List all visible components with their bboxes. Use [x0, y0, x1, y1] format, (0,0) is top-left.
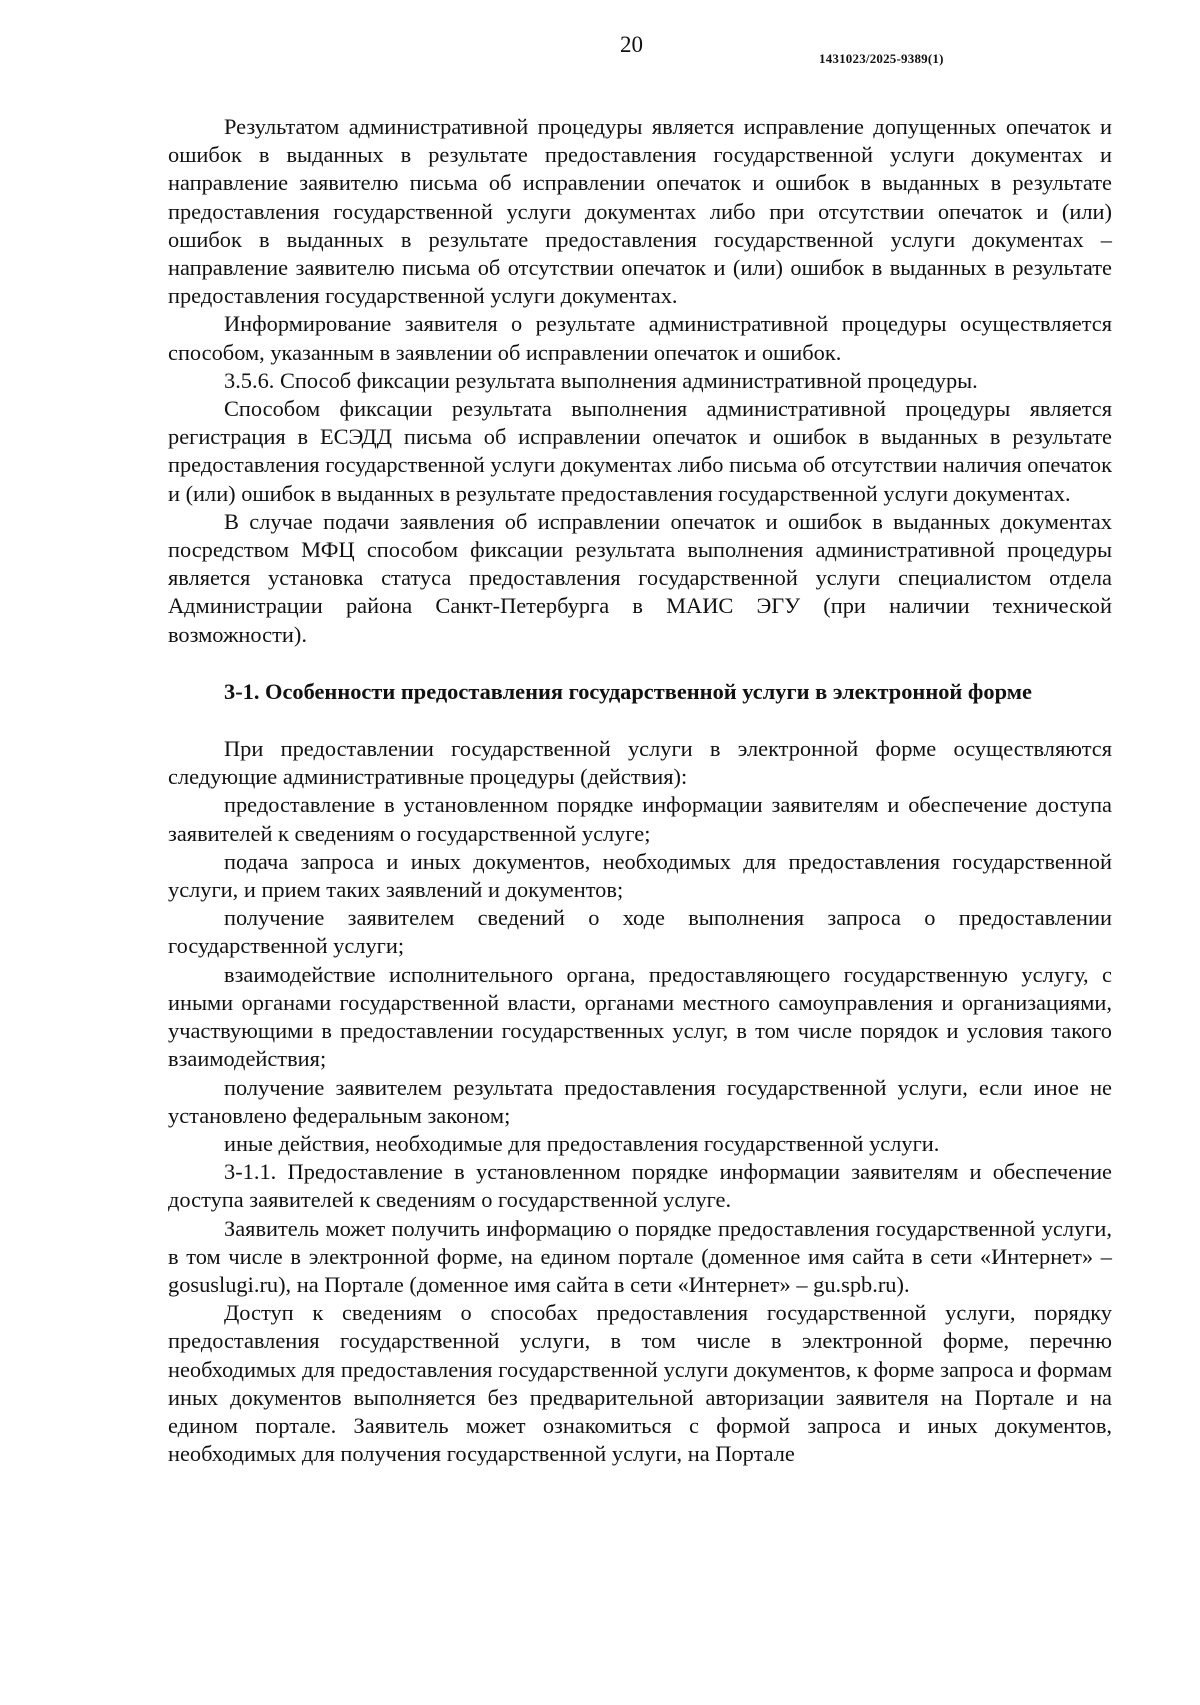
document-body	[168, 113, 1112, 1468]
paragraph: 3.5.6. Способ фиксации результата выполнения административной процедуры.	[224, 367, 978, 393]
paragraph: При предоставлении государственной услуги в электронной форме осуществляются следующие административные процедуры (действия):	[168, 736, 1112, 790]
paragraph: 3-1.1. Предоставление в установленном порядке информации заявителям и обеспечение доступа заявителей к сведениям о государственной услуге.	[168, 1159, 1112, 1213]
page-number: 20	[620, 32, 643, 57]
paragraph: получение заявителем результата предоставления государственной услуги, если иное не установлено федеральным законом;	[168, 1074, 1112, 1128]
paragraph: иные действия, необходимые для предоставления государственной услуги.	[224, 1130, 940, 1156]
paragraph: Результатом административной процедуры является исправление допущенных опечаток и ошибок в выданных в результате предоставления государственной услуги документах и направление заявителю письма об исправлении опечаток и ошибок в выданных в результате предоставления государственной услуги документах либо при отсутствии опечаток и (или) ошибок в выданных в результате предоставления государственной услуги документах – направление заявителю письма об отсутствии опечаток и (или) ошибок в выданных в результате предоставления государственной услуги документах.	[168, 114, 1112, 309]
paragraph: взаимодействие исполнительного органа, предоставляющего государственную услугу, с иными органами государственной власти, органами местного самоуправления и организациями, участвующими в предоставлении государственных услуг, в том числе порядок и условия такого взаимодействия;	[168, 961, 1112, 1072]
paragraph: получение заявителем сведений о ходе выполнения запроса о предоставлении государственной услуги;	[168, 905, 1112, 959]
document-code: 1431023/2025-9389(1)	[819, 51, 944, 66]
section-heading: 3-1. Особенности предоставления государственной услуги в электронной форме	[224, 678, 1032, 704]
paragraph: Заявитель может получить информацию о порядке предоставления государственной услуги, в том числе в электронной форме, на едином портале (доменное имя сайта в сети «Интернет» – gosuslugi.ru), на Портале (доменное имя сайта в сети «Интернет» – gu.spb.ru).	[168, 1215, 1112, 1297]
paragraph: Способом фиксации результата выполнения административной процедуры является регистрация в ЕСЭДД письма об исправлении опечаток и ошибок в выданных в результате предоставления государственной услуги документах либо письма об отсутствии наличия опечаток и (или) ошибок в выданных в результате предоставления государственной услуги документах.	[168, 396, 1112, 506]
paragraph: В случае подачи заявления об исправлении опечаток и ошибок в выданных документах посредством МФЦ способом фиксации результата выполнения административной процедуры является установка статуса предоставления государственной услуги специалистом отдела Администрации района Санкт-Петербурга в МАИС ЭГУ (при наличии технической возможности).	[168, 508, 1112, 647]
paragraph: Информирование заявителя о результате административной процедуры осуществляется способом, указанным в заявлении об исправлении опечаток и ошибок.	[168, 311, 1112, 365]
paragraph: предоставление в установленном порядке информации заявителям и обеспечение доступа заявителей к сведениям о государственной услуге;	[168, 792, 1112, 846]
paragraph: Доступ к сведениям о способах предоставления государственной услуги, порядку предоставления государственной услуги, в том числе в электронной форме, перечню необходимых для предоставления государственной услуги документов, к форме запроса и формам иных документов выполняется без предварительной авторизации заявителя на Портале и на едином портале. Заявитель может ознакомиться с формой запроса и иных документов, необходимых для получения государственной услуги, на Портале	[168, 1300, 1112, 1467]
paragraph: подача запроса и иных документов, необходимых для предоставления государственной услуги, и прием таких заявлений и документов;	[168, 848, 1112, 903]
